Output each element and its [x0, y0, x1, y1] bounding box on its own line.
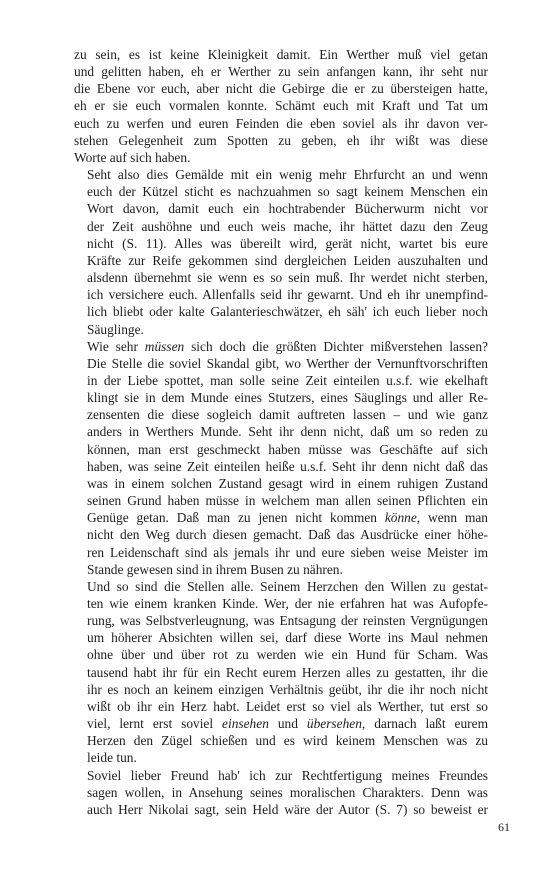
- text-line: um höherer Absichten willen sei, darf diese Worte ins Maul nehmen: [87, 630, 488, 646]
- page-body: [74, 46, 488, 818]
- text-line: stehen Gelegenheit zum Spotten zu geben, eh ihr wißt was diese: [74, 132, 488, 148]
- text-line: alsdenn übernehmt sie wenn es so sein muß. Ihr werdet nicht sterben,: [87, 270, 488, 286]
- text-line: Und so sind die Stellen alle. Seinem Herzchen den Willen zu gestat-: [87, 578, 488, 594]
- emphasis: übersehen: [306, 716, 362, 732]
- text-line: klingt sie in dem Munde eines Stutzers, eines Säuglings und aller Re-: [87, 390, 488, 406]
- text-line: ihr es noch an keinem einzigen Verhältnis geübt, ihr die ihr noch nicht: [87, 681, 488, 697]
- emphasis: könne: [384, 510, 417, 526]
- text-line: Genüge getan. Daß man zu jenen nicht kommen könne, wenn man: [87, 510, 488, 526]
- text-line: eh er sie euch vormalen konnte. Schämt euch mit Kraft und Tat um: [74, 98, 488, 114]
- text-line: der Zeit aushöhne und euch weis mache, ihr hättet dazu den Zeug: [87, 218, 488, 234]
- text-line: Wort davon, damit euch ein hochtrabender Bücherwurm nicht vor: [87, 201, 488, 217]
- text-line: Seht also dies Gemälde mit ein wenig mehr Ehrfurcht an und wenn: [87, 167, 488, 183]
- text-line: leide tun.: [87, 750, 137, 766]
- text-line: Stande gewesen sind in ihrem Busen zu nähren.: [87, 561, 343, 577]
- text-line: Säuglinge.: [87, 321, 144, 337]
- text-line: viel, lernt erst soviel einsehen und übersehen, darnach laßt eurem: [87, 716, 488, 732]
- text-line: ohne über und über rot zu werden wie ein Hund für Scham. Was: [87, 647, 488, 663]
- text-line: sagen wollen, in Ansehung seines moralischen Charakters. Denn was: [87, 784, 488, 800]
- paragraph: [74, 46, 488, 166]
- text-line: Worte auf sich haben.: [74, 149, 191, 165]
- text-line: anders in Werthers Munde. Seht ihr denn nicht, daß um so reden zu: [87, 424, 488, 440]
- text-line: nicht (S. 11). Alles was übereilt wird, gerät nicht, wartet bis eure: [87, 235, 488, 251]
- text-line: zu sein, es ist keine Kleinigkeit damit. Ein Werther muß viel getan: [74, 47, 488, 62]
- text-line: wißt ob ihr ein Herz habt. Leidet erst so viel als Werther, tut erst so: [87, 698, 488, 714]
- text-line: ten wie einem kranken Kinde. Wer, der nie erfahren hat was Aufopfe-: [87, 596, 488, 611]
- paragraph: [74, 578, 488, 767]
- text-line: tausend habt ihr für ein Recht eurem Herzen alles zu gestatten, ihr die: [87, 664, 488, 680]
- emphasis: müssen: [144, 338, 185, 354]
- text-line: zensenten die diese sogleich damit auftreten lassen – und wie ganz: [87, 407, 488, 423]
- text-line: Soviel lieber Freund hab' ich zur Rechtfertigung meines Freundes: [87, 767, 488, 783]
- paragraph: [74, 166, 488, 338]
- text-line: Die Stelle die soviel Skandal gibt, wo Werther der Vernunftvorschriften: [87, 355, 488, 371]
- text-line: Herzen den Zügel schießen und es wird keinem Menschen was zu: [87, 733, 488, 749]
- text-line: Kräfte zur Reife gekommen sind dergleichen Leiden auszuhalten und: [87, 252, 488, 268]
- paragraph: [74, 767, 488, 818]
- text-line: was in einem solchen Zustand gesagt wird in einem ruhigen Zustand: [87, 475, 488, 491]
- text-line: euch der Kützel sticht es nachzuahmen so sagt keinem Menschen ein: [87, 184, 488, 200]
- paragraph: [74, 338, 488, 578]
- text-line: seinen Grund haben müsse in welchem man allen seinen Pflichten ein: [87, 493, 488, 509]
- text-line: Wie sehr müssen sich doch die größten Dichter mißverstehen lassen?: [87, 338, 488, 354]
- page-number: 61: [498, 820, 510, 834]
- text-line: lich bliebt oder kalte Galanterieschwätzer, eh säh' ich euch lieber noch: [87, 304, 488, 320]
- text-line: ren Leidenschaft sind als jemals ihr und eure sieben weise Meister im: [87, 544, 488, 560]
- text-line: haben, was seine Zeit einteilen heiße u.s.f. Seht ihr denn nicht daß das: [87, 458, 488, 474]
- text-line: in der Liebe spottet, man solle seine Zeit einteilen u.s.f. wie ekelhaft: [87, 372, 488, 388]
- emphasis: einsehen: [222, 716, 269, 732]
- text-line: und gelitten haben, eh er Werther zu sein anfangen kann, ihr seht nur: [74, 64, 488, 80]
- text-line: die Ebene vor euch, aber nicht die Gebirge die er zu übersteigen hatte,: [74, 81, 488, 97]
- text-line: euch zu werfen und euren Feinden die eben soviel als ihr davon ver-: [74, 115, 488, 131]
- text-line: auch Herr Nikolai sagt, sein Held wäre der Autor (S. 7) so beweist er: [87, 801, 488, 817]
- text-line: rung, was Selbstverleugnung, was Entsagung der reinsten Vergnügungen: [87, 613, 488, 629]
- text-line: können, man erst geschmeckt haben müsse was Geschäfte auf sich: [87, 441, 488, 457]
- text-line: nicht den Weg durch diesen gemacht. Daß das Ausdrücke einer höhe-: [87, 527, 488, 543]
- text-line: ich versichere euch. Allenfalls seid ihr gewarnt. Und eh ihr unempfind-: [87, 287, 488, 303]
